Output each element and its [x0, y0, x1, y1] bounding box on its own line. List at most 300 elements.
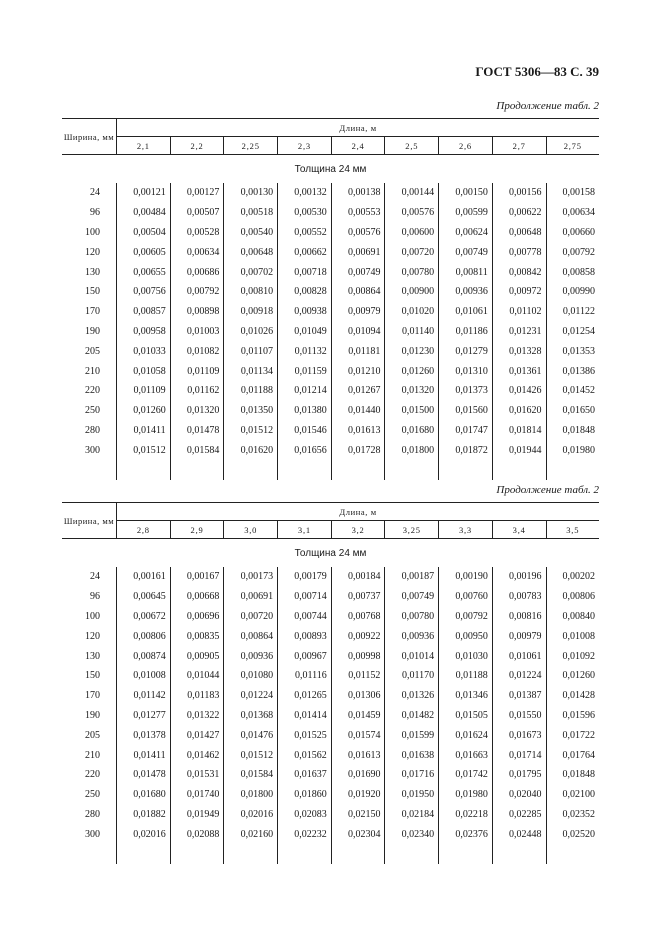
length-column-header: 2,7	[492, 137, 546, 155]
width-cell: 250	[85, 405, 100, 417]
value-cell: 0,01848	[546, 765, 599, 785]
value-cell: 0,01152	[331, 666, 385, 686]
width-column-header: Ширина, мм	[62, 119, 117, 155]
table-row	[62, 666, 599, 686]
value-cell: 0,01426	[492, 381, 546, 401]
table-row	[62, 322, 599, 342]
value-cell: 0,00624	[439, 223, 493, 243]
length-column-header: 2,75	[546, 137, 599, 155]
empty-cell	[278, 460, 332, 480]
table-row	[62, 282, 599, 302]
value-cell: 0,01094	[331, 322, 385, 342]
table-row	[62, 401, 599, 421]
value-cell: 0,00938	[278, 302, 332, 322]
value-cell: 0,00622	[492, 203, 546, 223]
value-cell: 0,00167	[170, 567, 224, 587]
value-cell: 0,02520	[546, 824, 599, 844]
value-cell: 0,00749	[331, 262, 385, 282]
value-cell: 0,00184	[331, 567, 385, 587]
value-cell: 0,01690	[331, 765, 385, 785]
value-cell: 0,00998	[331, 646, 385, 666]
value-cell: 0,00553	[331, 203, 385, 223]
value-cell: 0,01224	[492, 666, 546, 686]
width-cell: 220	[85, 385, 100, 397]
value-cell: 0,00744	[278, 607, 332, 627]
value-cell: 0,02016	[117, 824, 171, 844]
width-cell: 100	[85, 610, 100, 622]
value-cell: 0,02016	[224, 805, 278, 825]
value-cell: 0,00893	[278, 626, 332, 646]
value-cell: 0,02040	[492, 785, 546, 805]
value-cell: 0,01411	[117, 421, 171, 441]
value-cell: 0,01950	[385, 785, 439, 805]
table-row	[62, 607, 599, 627]
value-cell: 0,01387	[492, 686, 546, 706]
value-cell: 0,01386	[546, 361, 599, 381]
table-row	[62, 242, 599, 262]
value-cell: 0,00749	[439, 242, 493, 262]
width-cell: 250	[85, 789, 100, 801]
value-cell: 0,00792	[170, 282, 224, 302]
value-cell: 0,00840	[546, 607, 599, 627]
value-cell: 0,00530	[278, 203, 332, 223]
value-cell: 0,00196	[492, 567, 546, 587]
width-cell: 130	[85, 266, 100, 278]
value-cell: 0,00202	[546, 567, 599, 587]
value-cell: 0,01920	[331, 785, 385, 805]
value-cell: 0,00686	[170, 262, 224, 282]
value-cell: 0,00121	[117, 183, 171, 203]
empty-cell	[546, 460, 599, 480]
value-cell: 0,01882	[117, 805, 171, 825]
value-cell: 0,01505	[439, 706, 493, 726]
empty-cell	[62, 460, 117, 480]
value-cell: 0,01620	[492, 401, 546, 421]
value-cell: 0,01188	[224, 381, 278, 401]
empty-cell	[331, 844, 385, 864]
value-cell: 0,01373	[439, 381, 493, 401]
value-cell: 0,00132	[278, 183, 332, 203]
value-cell: 0,01650	[546, 401, 599, 421]
value-cell: 0,01512	[117, 440, 171, 460]
value-cell: 0,00518	[224, 203, 278, 223]
table-row	[62, 361, 599, 381]
width-cell: 150	[85, 670, 100, 682]
table-row	[62, 421, 599, 441]
empty-cell	[170, 844, 224, 864]
empty-cell	[278, 844, 332, 864]
width-cell: 96	[90, 591, 100, 603]
value-cell: 0,01714	[492, 745, 546, 765]
length-column-header: 3,4	[492, 521, 546, 539]
trailing-row	[62, 844, 599, 864]
value-cell: 0,01525	[278, 725, 332, 745]
empty-cell	[546, 844, 599, 864]
value-cell: 0,01109	[117, 381, 171, 401]
value-cell: 0,00702	[224, 262, 278, 282]
length-values-row	[62, 137, 599, 155]
value-cell: 0,01231	[492, 322, 546, 342]
value-cell: 0,01512	[224, 745, 278, 765]
value-cell: 0,01742	[439, 765, 493, 785]
value-cell: 0,01380	[278, 401, 332, 421]
value-cell: 0,01462	[170, 745, 224, 765]
value-cell: 0,00922	[331, 626, 385, 646]
value-cell: 0,01188	[439, 666, 493, 686]
value-cell: 0,01350	[224, 401, 278, 421]
value-cell: 0,00634	[546, 203, 599, 223]
empty-cell	[117, 460, 171, 480]
value-cell: 0,02083	[278, 805, 332, 825]
value-cell: 0,01620	[224, 440, 278, 460]
value-cell: 0,01328	[492, 341, 546, 361]
value-cell: 0,00864	[331, 282, 385, 302]
value-cell: 0,01624	[439, 725, 493, 745]
value-cell: 0,01162	[170, 381, 224, 401]
value-cell: 0,00691	[224, 587, 278, 607]
value-cell: 0,01562	[278, 745, 332, 765]
value-cell: 0,01260	[385, 361, 439, 381]
value-cell: 0,01728	[331, 440, 385, 460]
value-cell: 0,01411	[117, 745, 171, 765]
value-cell: 0,01353	[546, 341, 599, 361]
length-column-header: 2,4	[331, 137, 385, 155]
value-cell: 0,01860	[278, 785, 332, 805]
value-cell: 0,00756	[117, 282, 171, 302]
value-cell: 0,01170	[385, 666, 439, 686]
value-cell: 0,00737	[331, 587, 385, 607]
section-row	[62, 155, 599, 184]
value-cell: 0,01476	[224, 725, 278, 745]
width-cell: 220	[85, 769, 100, 781]
value-cell: 0,00864	[224, 626, 278, 646]
value-cell: 0,01550	[492, 706, 546, 726]
value-cell: 0,01944	[492, 440, 546, 460]
value-cell: 0,00780	[385, 262, 439, 282]
value-cell: 0,01613	[331, 745, 385, 765]
table-row	[62, 765, 599, 785]
empty-cell	[224, 844, 278, 864]
value-cell: 0,01224	[224, 686, 278, 706]
empty-cell	[62, 844, 117, 864]
value-cell: 0,01210	[331, 361, 385, 381]
value-cell: 0,02232	[278, 824, 332, 844]
value-cell: 0,01673	[492, 725, 546, 745]
table-continuation-label: Продолжение табл. 2	[496, 100, 599, 112]
value-cell: 0,01560	[439, 401, 493, 421]
value-cell: 0,00130	[224, 183, 278, 203]
value-cell: 0,01320	[385, 381, 439, 401]
value-cell: 0,01132	[278, 341, 332, 361]
value-cell: 0,01949	[170, 805, 224, 825]
value-cell: 0,00811	[439, 262, 493, 282]
value-cell: 0,01092	[546, 646, 599, 666]
value-cell: 0,00792	[546, 242, 599, 262]
value-cell: 0,01181	[331, 341, 385, 361]
value-cell: 0,02285	[492, 805, 546, 825]
value-cell: 0,01277	[117, 706, 171, 726]
value-cell: 0,01134	[224, 361, 278, 381]
value-cell: 0,01159	[278, 361, 332, 381]
value-cell: 0,02304	[331, 824, 385, 844]
length-column-header: 2,25	[224, 137, 278, 155]
value-cell: 0,02352	[546, 805, 599, 825]
width-cell: 205	[85, 729, 100, 741]
value-cell: 0,00144	[385, 183, 439, 203]
value-cell: 0,01795	[492, 765, 546, 785]
value-cell: 0,01800	[224, 785, 278, 805]
value-cell: 0,01014	[385, 646, 439, 666]
section-row	[62, 539, 599, 568]
value-cell: 0,00936	[385, 626, 439, 646]
length-column-header: 2,9	[170, 521, 224, 539]
width-cell: 120	[85, 630, 100, 642]
value-cell: 0,01584	[224, 765, 278, 785]
value-cell: 0,01722	[546, 725, 599, 745]
value-cell: 0,01122	[546, 302, 599, 322]
value-cell: 0,01310	[439, 361, 493, 381]
value-cell: 0,01613	[331, 421, 385, 441]
value-cell: 0,00783	[492, 587, 546, 607]
width-cell: 24	[90, 571, 100, 583]
length-column-header: 2,6	[439, 137, 493, 155]
length-values-row	[62, 521, 599, 539]
value-cell: 0,00768	[331, 607, 385, 627]
value-cell: 0,02150	[331, 805, 385, 825]
page-header: ГОСТ 5306—83 С. 39	[475, 64, 599, 79]
table-row	[62, 824, 599, 844]
value-cell: 0,00816	[492, 607, 546, 627]
value-cell: 0,01142	[117, 686, 171, 706]
value-cell: 0,00806	[117, 626, 171, 646]
value-cell: 0,01482	[385, 706, 439, 726]
value-cell: 0,00127	[170, 183, 224, 203]
value-cell: 0,01044	[170, 666, 224, 686]
value-cell: 0,00161	[117, 567, 171, 587]
value-cell: 0,00720	[385, 242, 439, 262]
value-cell: 0,01584	[170, 440, 224, 460]
value-cell: 0,00660	[546, 223, 599, 243]
value-cell: 0,00857	[117, 302, 171, 322]
length-column-header: 3,1	[278, 521, 332, 539]
value-cell: 0,01848	[546, 421, 599, 441]
width-cell: 300	[85, 828, 100, 840]
empty-cell	[331, 460, 385, 480]
empty-cell	[492, 844, 546, 864]
table-row	[62, 262, 599, 282]
value-cell: 0,00156	[492, 183, 546, 203]
value-cell: 0,01656	[278, 440, 332, 460]
value-cell: 0,01320	[170, 401, 224, 421]
value-cell: 0,00634	[170, 242, 224, 262]
length-column-header: 3,3	[439, 521, 493, 539]
length-column-header: 3,25	[385, 521, 439, 539]
value-cell: 0,00672	[117, 607, 171, 627]
width-cell: 96	[90, 207, 100, 219]
value-cell: 0,01214	[278, 381, 332, 401]
value-cell: 0,01747	[439, 421, 493, 441]
value-cell: 0,01980	[439, 785, 493, 805]
value-cell: 0,01030	[439, 646, 493, 666]
value-cell: 0,01230	[385, 341, 439, 361]
width-cell: 190	[85, 325, 100, 337]
value-cell: 0,00936	[439, 282, 493, 302]
value-cell: 0,01008	[117, 666, 171, 686]
empty-cell	[439, 460, 493, 480]
value-cell: 0,00528	[170, 223, 224, 243]
value-cell: 0,01061	[439, 302, 493, 322]
value-cell: 0,01500	[385, 401, 439, 421]
table-row	[62, 183, 599, 203]
table-row	[62, 725, 599, 745]
value-cell: 0,00187	[385, 567, 439, 587]
value-cell: 0,00835	[170, 626, 224, 646]
value-cell: 0,00691	[331, 242, 385, 262]
value-cell: 0,00540	[224, 223, 278, 243]
value-cell: 0,01361	[492, 361, 546, 381]
value-cell: 0,01102	[492, 302, 546, 322]
width-cell: 300	[85, 444, 100, 456]
width-cell: 150	[85, 286, 100, 298]
table-row	[62, 646, 599, 666]
value-cell: 0,00792	[439, 607, 493, 627]
value-cell: 0,00605	[117, 242, 171, 262]
value-cell: 0,01428	[546, 686, 599, 706]
value-cell: 0,01322	[170, 706, 224, 726]
header-row	[62, 503, 599, 521]
value-cell: 0,00749	[385, 587, 439, 607]
value-cell: 0,00720	[224, 607, 278, 627]
value-cell: 0,01368	[224, 706, 278, 726]
value-cell: 0,01306	[331, 686, 385, 706]
value-cell: 0,00979	[331, 302, 385, 322]
section-title: Толщина 24 мм	[294, 163, 367, 175]
value-cell: 0,02100	[546, 785, 599, 805]
value-cell: 0,00950	[439, 626, 493, 646]
value-cell: 0,01049	[278, 322, 332, 342]
width-cell: 100	[85, 226, 100, 238]
value-cell: 0,01716	[385, 765, 439, 785]
empty-cell	[492, 460, 546, 480]
value-cell: 0,01116	[278, 666, 332, 686]
value-cell: 0,00507	[170, 203, 224, 223]
value-cell: 0,00662	[278, 242, 332, 262]
width-cell: 130	[85, 650, 100, 662]
value-cell: 0,01267	[331, 381, 385, 401]
value-cell: 0,00504	[117, 223, 171, 243]
value-cell: 0,01279	[439, 341, 493, 361]
value-cell: 0,01186	[439, 322, 493, 342]
value-cell: 0,02376	[439, 824, 493, 844]
length-column-header: 2,1	[117, 137, 171, 155]
length-column-header: 3,2	[331, 521, 385, 539]
value-cell: 0,01061	[492, 646, 546, 666]
length-column-header: 3,0	[224, 521, 278, 539]
width-cell: 170	[85, 690, 100, 702]
width-cell: 190	[85, 709, 100, 721]
empty-cell	[224, 460, 278, 480]
table-row	[62, 805, 599, 825]
value-cell: 0,01764	[546, 745, 599, 765]
weight-table-2	[62, 502, 599, 864]
length-column-header: 3,5	[546, 521, 599, 539]
value-cell: 0,01980	[546, 440, 599, 460]
length-column-header: 2,3	[278, 137, 332, 155]
value-cell: 0,00648	[224, 242, 278, 262]
value-cell: 0,02448	[492, 824, 546, 844]
value-cell: 0,00936	[224, 646, 278, 666]
value-cell: 0,01346	[439, 686, 493, 706]
value-cell: 0,00810	[224, 282, 278, 302]
value-cell: 0,00173	[224, 567, 278, 587]
value-cell: 0,01638	[385, 745, 439, 765]
value-cell: 0,01026	[224, 322, 278, 342]
table-row	[62, 686, 599, 706]
value-cell: 0,00898	[170, 302, 224, 322]
section-title: Толщина 24 мм	[294, 547, 367, 559]
table-row	[62, 223, 599, 243]
value-cell: 0,01740	[170, 785, 224, 805]
weight-table-1	[62, 118, 599, 480]
value-cell: 0,01003	[170, 322, 224, 342]
value-cell: 0,00714	[278, 587, 332, 607]
value-cell: 0,01574	[331, 725, 385, 745]
value-cell: 0,01414	[278, 706, 332, 726]
empty-cell	[170, 460, 224, 480]
value-cell: 0,01427	[170, 725, 224, 745]
value-cell: 0,01478	[117, 765, 171, 785]
value-cell: 0,00918	[224, 302, 278, 322]
value-cell: 0,01254	[546, 322, 599, 342]
value-cell: 0,01596	[546, 706, 599, 726]
value-cell: 0,00972	[492, 282, 546, 302]
value-cell: 0,01637	[278, 765, 332, 785]
value-cell: 0,01082	[170, 341, 224, 361]
value-cell: 0,01452	[546, 381, 599, 401]
value-cell: 0,01680	[385, 421, 439, 441]
value-cell: 0,00828	[278, 282, 332, 302]
value-cell: 0,01058	[117, 361, 171, 381]
value-cell: 0,00190	[439, 567, 493, 587]
value-cell: 0,00967	[278, 646, 332, 666]
header-row	[62, 119, 599, 137]
value-cell: 0,00576	[385, 203, 439, 223]
length-column-header: 2,2	[170, 137, 224, 155]
width-cell: 205	[85, 345, 100, 357]
value-cell: 0,01107	[224, 341, 278, 361]
value-cell: 0,01020	[385, 302, 439, 322]
value-cell: 0,00958	[117, 322, 171, 342]
length-column-header: 2,5	[385, 137, 439, 155]
value-cell: 0,00576	[331, 223, 385, 243]
value-cell: 0,00158	[546, 183, 599, 203]
value-cell: 0,01546	[278, 421, 332, 441]
width-column-header: Ширина, мм	[62, 503, 117, 539]
value-cell: 0,01680	[117, 785, 171, 805]
width-cell: 24	[90, 187, 100, 199]
width-cell: 280	[85, 424, 100, 436]
table-row	[62, 440, 599, 460]
width-cell: 170	[85, 306, 100, 318]
table-row	[62, 785, 599, 805]
value-cell: 0,01140	[385, 322, 439, 342]
value-cell: 0,01326	[385, 686, 439, 706]
table-row	[62, 706, 599, 726]
value-cell: 0,01814	[492, 421, 546, 441]
value-cell: 0,00696	[170, 607, 224, 627]
value-cell: 0,00600	[385, 223, 439, 243]
width-cell: 280	[85, 808, 100, 820]
